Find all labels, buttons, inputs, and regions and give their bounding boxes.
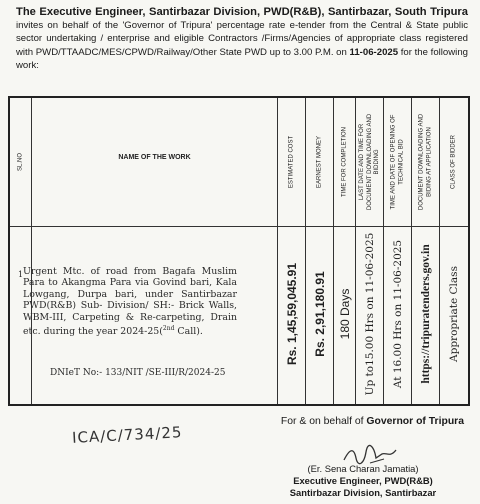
header-time-completion: TIME FOR COMPLETION xyxy=(340,126,347,198)
on-behalf-line xyxy=(281,416,464,427)
signer-name: (Er. Sena Charan Jamatia) xyxy=(307,463,419,474)
col-opening xyxy=(384,98,412,404)
work-description xyxy=(23,266,237,338)
header-last-date: LAST DATE AND TIME FOR DOCUMENT DOWNLOADING AND BIDDING xyxy=(358,113,380,211)
work-call-sup: 2nd xyxy=(162,325,175,333)
notice-body: invites on behalf of the 'Governor of Tripura' percentage rate e-tender from the Central & State public sector undertaking / enterprise and eligible Contractors /Firms/Agencies of appropriate class registered with PWD/TTAADC/MES/CPWD/Railway/Other State PWD up to 3.00 P.M. on xyxy=(16,20,468,58)
opening-time: At 16.00 Hrs on 11-06-2025 xyxy=(391,239,404,389)
header-earnest-money: EARNEST MONEY xyxy=(315,136,322,188)
col-doc-download xyxy=(412,98,440,404)
behalf-prefix: For & on behalf of xyxy=(280,416,364,427)
work-text-end: Call). xyxy=(174,326,203,338)
col-last-date xyxy=(356,98,384,404)
bidder-class: Appropriate Class xyxy=(448,266,460,362)
notice-intro xyxy=(16,6,468,72)
work-text: Urgent Mtc. of road from Bagafa Muslim Para to Akangma Para via Govind bari, Kala Lowgang, Durpa bari, under Santirbazar PWD(R&B) Sub- Division/ SH:- Brick Walls, WBM-III, Carpeting & Re-carpeting, Drain etc. during the year 2024-25( xyxy=(23,266,237,338)
nit-number: DNIeT No:- 133/NIT /SE-III/R/2024-25 xyxy=(50,368,226,378)
header-class: CLASS OF BIDDER xyxy=(450,134,457,190)
signer-title: Executive Engineer, PWD(R&B) xyxy=(293,475,433,486)
signer-office: Santirbazar Division, Santirbazar xyxy=(289,487,437,498)
header-doc-download: DOCUMENT DOWNLOADING AND BIDING AT APPLICATION xyxy=(418,113,432,211)
header-name-of-work: NAME OF THE WORK xyxy=(118,154,191,161)
handwritten-reference: ICA/C/734/25 xyxy=(71,423,183,447)
col-work xyxy=(32,98,278,404)
estimated-cost: Rs. 1,45,59,045.91 xyxy=(284,262,299,366)
notice-date: 11-06-2025 xyxy=(349,46,399,58)
earnest-money: Rs. 2,91,180.91 xyxy=(312,271,327,357)
col-sl-no xyxy=(10,98,32,404)
tender-portal-link[interactable]: https://tripuratenders.gov.in xyxy=(419,244,432,384)
col-class xyxy=(440,98,468,404)
behalf-governor: Governor of Tripura xyxy=(366,416,464,427)
tender-table xyxy=(8,96,470,406)
time-completion: 180 Days xyxy=(337,288,352,340)
header-estimated-cost: ESTIMATED COST xyxy=(287,135,294,189)
col-estimated-cost xyxy=(278,98,306,404)
last-date: Up to15.00 Hrs on 11-06-2025 xyxy=(363,232,376,396)
col-time-completion xyxy=(334,98,356,404)
notice-tail: for the following work: xyxy=(16,46,468,71)
header-sl-no: SL.NO xyxy=(16,152,23,172)
col-earnest-money xyxy=(306,98,334,404)
row-sl-no: 1 xyxy=(17,270,24,279)
notice-lead: The Executive Engineer, Santirbazar Division, PWD(R&B), Santirbazar, South Tripura xyxy=(16,6,468,18)
header-opening: TIME AND DATE OF OPENING OF TECHNICAL BID xyxy=(390,114,404,210)
